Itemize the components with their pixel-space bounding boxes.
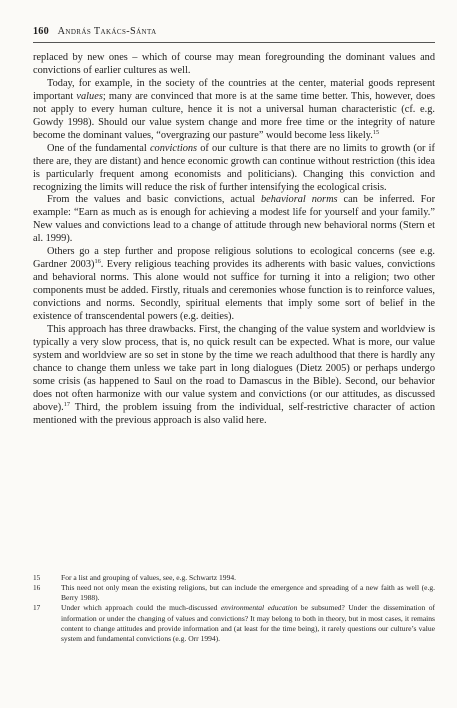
term-values: values [76, 90, 103, 102]
paragraph-4 [33, 194, 435, 246]
footnote-17 [33, 603, 435, 644]
paragraph-4-text: From the values and basic convictions, actual [47, 194, 261, 206]
paragraph-5-text: Others go a step further and propose religious solutions to ecological concerns (see e.g. Gardner 2003) [33, 246, 435, 271]
paragraph-3 [33, 143, 435, 195]
paragraph-3-text: One of the fundamental [47, 142, 150, 154]
footnotes [33, 573, 435, 644]
term-behavioral-norms: behavioral norms [260, 194, 338, 206]
running-header [33, 26, 157, 37]
footnote-number: 16 [33, 583, 41, 593]
footnote-text-cont: be subsumed? Under the dissemination of information or under the changing of values and convictions? It may belong to both in theory, but in most cases, it remains content to change attitudes and provide information and (at least for the time being), it rarely questions our culture’s value system and fundamental convictions (e.g. Orr 1994). [61, 603, 435, 643]
footnote-16 [33, 583, 435, 603]
footnote-text: This need not only mean the existing religions, but can include the emergence and spreading of a new faith as well (e.g. Berry 1988). [61, 583, 435, 603]
paragraph-2 [33, 78, 435, 143]
header-rule [33, 42, 435, 43]
footnote-ref-15: 15 [372, 128, 380, 136]
paragraph-5 [33, 246, 435, 324]
footnote-ref-17: 17 [63, 400, 71, 408]
footnote-number: 15 [33, 573, 41, 582]
footnote-number: 17 [33, 603, 41, 613]
paragraph-4-text-cont: can be inferred. For example: “Earn as much as is enough for achieving a modest life for yourself and your family.” New values and convictions lead to a change of attitude through new behavioral norms (Stern et al. 1999). [33, 194, 436, 245]
paragraph-5-text-cont: . Every religious teaching provides its adherents with basic values, convictions and behavioral norms. This alone would not suffice for turning it into a religion; two other components must be added. Firstly, rituals and ceremonies whose function is to reinforce values, convictions and norms. Secondly, spiritual elements that imply some sort of belief in the existence of transcendental powers (e.g. deities). [33, 259, 435, 323]
page-number: 160 [33, 26, 49, 37]
body-text [33, 52, 435, 428]
footnote-text: Under which approach could the much-discussed [61, 603, 221, 613]
term-convictions: convictions [149, 142, 198, 154]
footnote-15 [33, 573, 435, 583]
paragraph-6-text: This approach has three drawbacks. First, the changing of the value system and worldview is typically a very slow process, that is, no quick result can be expected. What is more, our value system and worldview are so set in stone by the time we reach adulthood that there is hardly any chance to change them unless we take part in long dialogues (Dietz 2005) or perhaps undergo some crisis (as happened to Saul on the road to Damascus in the Bible). Second, our behavior does not often harmonize with our value system and convictions (or our attitudes, as discussed above). [33, 324, 435, 413]
term-environmental-education: environmental education [220, 603, 298, 613]
running-head-author: András Takács-Sánta [57, 26, 157, 37]
paragraph-1-text: replaced by new ones – which of course may mean foregrounding the dominant values and convictions of earlier cultures as well. [33, 52, 435, 76]
footnote-text: For a list and grouping of values, see, e.g. Schwartz 1994. [61, 573, 237, 582]
paragraph-6-text-cont: Third, the problem issuing from the individual, self-restrictive character of action mentioned with the previous approach is also valid here. [33, 401, 435, 426]
paragraph-1 [33, 52, 435, 78]
paragraph-2-text: Today, for example, in the society of the countries at the center, material goods represent important [33, 77, 435, 102]
footnote-ref-16: 16 [94, 258, 101, 266]
paragraph-2-text-cont: ; many are convinced that more is at the same time better. This, however, does not apply to every human culture, hence it is not a universal human characteristic (cf. e.g. Gowdy 1998). Should our value system change and more free time or the integrity of nature become the dominant values, “overgrazing our pasture” would become less likely. [33, 90, 436, 141]
paragraph-6 [33, 324, 435, 428]
paragraph-3-text-cont: of our culture is that there are no limits to growth (or if there are, they are distant) and hence economic growth can continue without restriction (this idea is particularly frequent among economists and politicians). Changing this conviction and recognizing the limits will reduce the risk of further intensifying the ecological crisis. [33, 142, 436, 193]
